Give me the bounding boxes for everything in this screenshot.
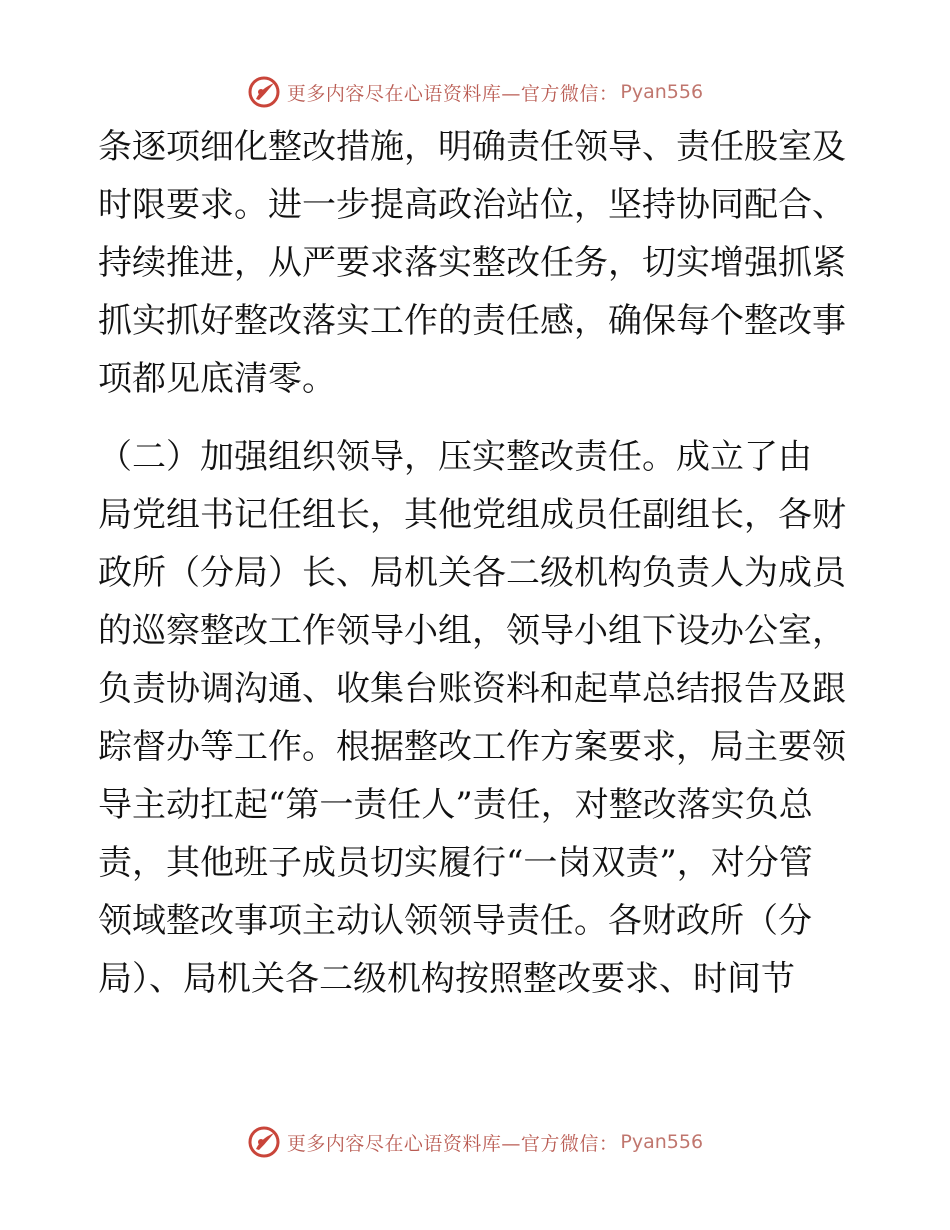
text-line: 局）、局机关各二级机构按照整改要求、时间节 bbox=[98, 959, 795, 999]
paragraph-2 bbox=[98, 428, 858, 1008]
watermark-header bbox=[0, 72, 950, 112]
text-line: 责，其他班子成员切实履行“一岗双责”，对分管 bbox=[98, 843, 813, 883]
watermark-text: 更多内容尽在心语资料库—官方微信： bbox=[286, 1132, 619, 1155]
text-line: 政所（分局）长、局机关各二级机构负责人为成员 bbox=[98, 553, 846, 593]
watermark-footer bbox=[0, 1122, 950, 1162]
paragraph-1 bbox=[98, 118, 858, 408]
text-line: 踪督办等工作。根据整改工作方案要求，局主要领 bbox=[98, 727, 846, 767]
text-line: 负责协调沟通、收集台账资料和起草总结报告及跟 bbox=[98, 669, 846, 709]
text-line: 的巡察整改工作领导小组，领导小组下设办公室， bbox=[98, 611, 846, 651]
text-line: 领域整改事项主动认领领导责任。各财政所（分 bbox=[98, 901, 812, 941]
text-line: 项都见底清零。 bbox=[98, 359, 336, 399]
text-line: 导主动扛起“第一责任人”责任，对整改落实负总 bbox=[98, 785, 813, 825]
text-line: 时限要求。进一步提高政治站位，坚持协同配合、 bbox=[98, 185, 846, 225]
text-line: 条逐项细化整改措施，明确责任领导、责任股室及 bbox=[98, 127, 846, 167]
text-line: （二）加强组织领导，压实整改责任。成立了由 bbox=[98, 437, 812, 477]
text-line: 持续推进，从严要求落实整改任务，切实增强抓紧 bbox=[98, 243, 846, 283]
watermark-wechat-id: Pyan556 bbox=[620, 81, 704, 103]
watermark-wechat-id: Pyan556 bbox=[620, 1131, 704, 1153]
text-line: 抓实抓好整改落实工作的责任感，确保每个整改事 bbox=[98, 301, 846, 341]
text-line: 局党组书记任组长，其他党组成员任副组长，各财 bbox=[98, 495, 846, 535]
watermark-text: 更多内容尽在心语资料库—官方微信： bbox=[286, 82, 619, 105]
brand-logo-icon bbox=[247, 75, 281, 109]
brand-logo-icon bbox=[247, 1125, 281, 1159]
